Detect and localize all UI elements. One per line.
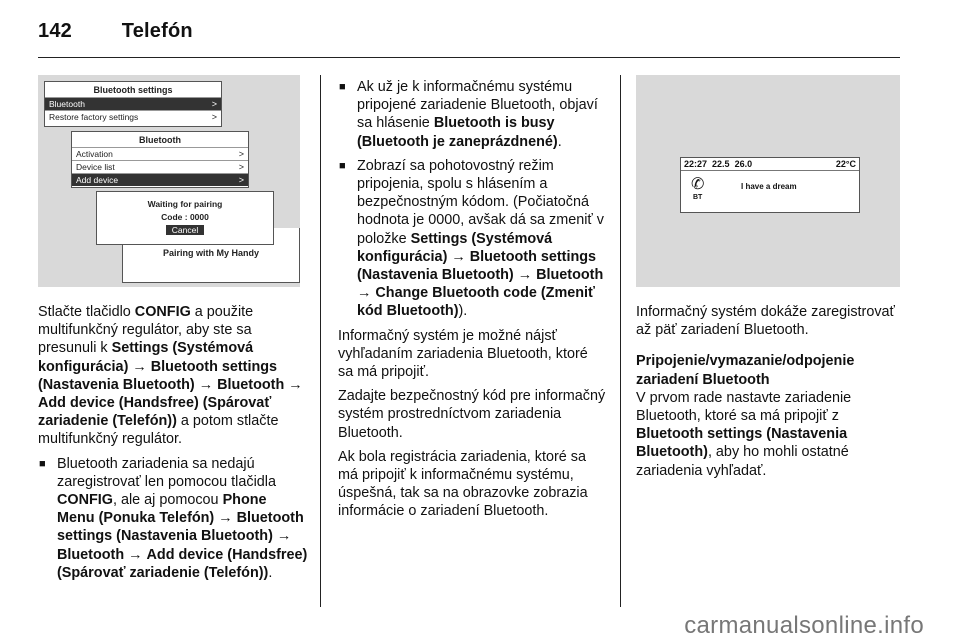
paragraph: Stlačte tlačidlo CONFIG a použite multifunkčný regulátor, aby ste sa presunuli k Settings (Systémová konfigurácia) → Bluetooth settings (Nastavenia Bluetooth) → Bluetooth → Add device (Handsfree) (Spárovať zariadenie (Telefón)) a potom stlačte multifunkčný regulátor. [38, 304, 303, 448]
temp-out: 26.0 [734, 159, 753, 169]
figure-display [636, 75, 900, 287]
bullet-item: ■ Bluetooth zariadenia sa nedajú zaregistrovať len pomocou tlačidla CONFIG, ale aj pomocou Phone Menu (Ponuka Telefón) → Bluetooth settings (Nastavenia Bluetooth) → Bluetooth → Add device (Handsfree) (Spárovať zariadenie (Telefón)). [38, 455, 308, 582]
menu-row: Activation > [72, 147, 248, 160]
column-divider-1 [320, 75, 321, 607]
paragraph: Zadajte bezpečnostný kód pre informačný systém prostredníctvom zariadenia Bluetooth. [338, 388, 606, 441]
waiting-text: Waiting for pairing [147, 199, 223, 209]
box-title: Bluetooth settings [93, 85, 173, 95]
column-3 [636, 303, 904, 486]
page-header [38, 20, 193, 43]
phone-icon: ✆ [691, 176, 705, 193]
menu-row: Restore factory settings > [45, 110, 221, 123]
bullet-item: ■ Ak už je k informačnému systému pripojené zariadenie Bluetooth, objaví sa hlásenie Bluetooth is busy (Bluetooth je zaneprázdnené). [338, 78, 606, 151]
header-rule [38, 57, 900, 58]
clock: 22:27 [684, 159, 708, 169]
watermark: carmanualsonline.info [684, 612, 924, 639]
figure-bluetooth-menus [38, 75, 300, 287]
paragraph: Ak bola registrácia zariadenia, ktoré sa má pripojiť k informačnému systému, úspešná, tak sa na obrazovke zobrazia informácie o zariadení Bluetooth. [338, 448, 588, 520]
menu-row: Add device > [72, 173, 248, 186]
temp-in: 22.5 [712, 159, 730, 169]
column-divider-2 [620, 75, 621, 607]
paragraph: Informačný systém je možné nájsť vyhľadaním zariadenia Bluetooth, ktoré sa má pripojiť. [338, 327, 588, 381]
temp-right: 22°C [835, 159, 856, 169]
display-screen [680, 157, 860, 213]
bullet-item: ■ Zobrazí sa pohotovostný režim pripojenia, spolu s hlásením a bezpečnostným kódom. (Počiatočná hodnota je 0000, avšak dá sa zmeniť v položke Settings (Systémová konfigurácia) → Bluetooth settings (Nastavenia Bluetooth) → Bluetooth → Change Bluetooth code (Zmeniť kód Bluetooth)). [338, 157, 606, 321]
bluetooth-settings-box [44, 81, 222, 127]
page-number: 142 [38, 20, 72, 42]
paragraph: V prvom rade nastavte zariadenie Bluetooth, ktoré sa má pripojiť z Bluetooth settings (Nastavenia Bluetooth), aby ho mohli ostatné zariadenia vyhľadať. [636, 389, 852, 479]
bluetooth-box [71, 131, 249, 188]
section-heading: Pripojenie/vymazanie/odpojenie zariadení Bluetooth [636, 353, 855, 388]
column-2 [338, 78, 606, 527]
bt-label: BT [693, 194, 703, 201]
code-text: Code : 0000 [161, 212, 209, 222]
menu-row: Bluetooth > [45, 97, 221, 110]
chapter-title: Telefón [121, 20, 193, 42]
waiting-box [96, 191, 274, 245]
box-title: Pairing with My Handy [162, 248, 259, 258]
menu-row: Device list > [72, 160, 248, 173]
column-1 [38, 303, 308, 588]
cancel-button: Cancel [166, 225, 204, 235]
paragraph: Informačný systém dokáže zaregistrovať až päť zariadení Bluetooth. [636, 304, 895, 339]
status-bar [681, 158, 859, 171]
song-title: I have a dream [741, 182, 797, 191]
box-title: Bluetooth [139, 135, 181, 145]
